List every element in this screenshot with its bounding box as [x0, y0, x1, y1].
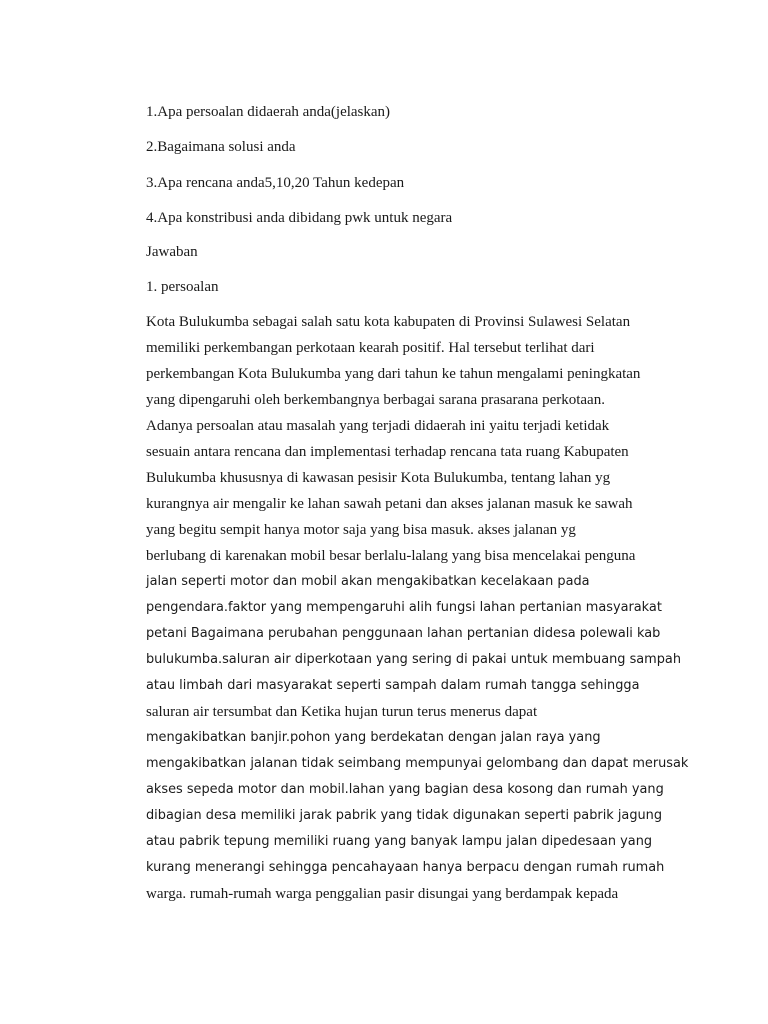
paragraph-line: Kota Bulukumba sebagai salah satu kota kabupaten di Provinsi Sulawesi Selatan	[146, 314, 631, 330]
paragraph-line: akses sepeda motor dan mobil.lahan yang bagian desa kosong dan rumah yang	[146, 782, 664, 797]
paragraph-line: yang begitu sempit hanya motor saja yang bisa masuk. akses jalanan yg	[146, 522, 576, 538]
paragraph-line: dibagian desa memiliki jarak pabrik yang tidak digunakan seperti pabrik jagung	[146, 808, 663, 823]
paragraph-line: mengakibatkan banjir.pohon yang berdekatan dengan jalan raya yang	[146, 730, 601, 745]
question-3: 3.Apa rencana anda5,10,20 Tahun kedepan	[146, 175, 405, 191]
paragraph-line: atau pabrik tepung memiliki ruang yang banyak lampu jalan dipedesaan yang	[146, 834, 653, 849]
paragraph-line: saluran air tersumbat dan Ketika hujan turun terus menerus dapat	[146, 704, 538, 720]
paragraph-line: sesuain antara rencana dan implementasi terhadap rencana tata ruang Kabupaten	[146, 444, 629, 460]
paragraph-line: perkembangan Kota Bulukumba yang dari tahun ke tahun mengalami peningkatan	[146, 366, 641, 382]
paragraph-line: berlubang di karenakan mobil besar berlalu-lalang yang bisa mencelakai penguna	[146, 548, 636, 564]
paragraph-line: jalan seperti motor dan mobil akan mengakibatkan kecelakaan pada	[146, 574, 590, 589]
section-heading: 1. persoalan	[146, 279, 219, 295]
paragraph-line: kurangnya air mengalir ke lahan sawah petani dan akses jalanan masuk ke sawah	[146, 496, 633, 512]
question-2: 2.Bagaimana solusi anda	[146, 139, 296, 155]
paragraph-line: warga. rumah-rumah warga penggalian pasir disungai yang berdampak kepada	[146, 886, 619, 902]
question-4: 4.Apa konstribusi anda dibidang pwk untuk negara	[146, 210, 453, 226]
paragraph-line: Adanya persoalan atau masalah yang terjadi didaerah ini yaitu terjadi ketidak	[146, 418, 610, 434]
paragraph-line: pengendara.faktor yang mempengaruhi alih fungsi lahan pertanian masyarakat	[146, 600, 662, 615]
paragraph-line: Bulukumba khususnya di kawasan pesisir Kota Bulukumba, tentang lahan yg	[146, 470, 611, 486]
paragraph-line: atau limbah dari masyarakat seperti sampah dalam rumah tangga sehingga	[146, 678, 640, 693]
paragraph-line: petani Bagaimana perubahan penggunaan lahan pertanian didesa polewali kab	[146, 626, 661, 641]
paragraph-line: memiliki perkembangan perkotaan kearah positif. Hal tersebut terlihat dari	[146, 340, 595, 356]
paragraph-line: mengakibatkan jalanan tidak seimbang mempunyai gelombang dan dapat merusak	[146, 756, 689, 771]
paragraph-line: yang dipengaruhi oleh berkembangnya berbagai sarana prasarana perkotaan.	[146, 392, 605, 408]
answer-heading: Jawaban	[146, 244, 198, 260]
paragraph-line: bulukumba.saluran air diperkotaan yang sering di pakai untuk membuang sampah	[146, 652, 681, 667]
paragraph-line: kurang menerangi sehingga pencahayaan hanya berpacu dengan rumah rumah	[146, 860, 665, 875]
question-1: 1.Apa persoalan didaerah anda(jelaskan)	[146, 104, 391, 120]
